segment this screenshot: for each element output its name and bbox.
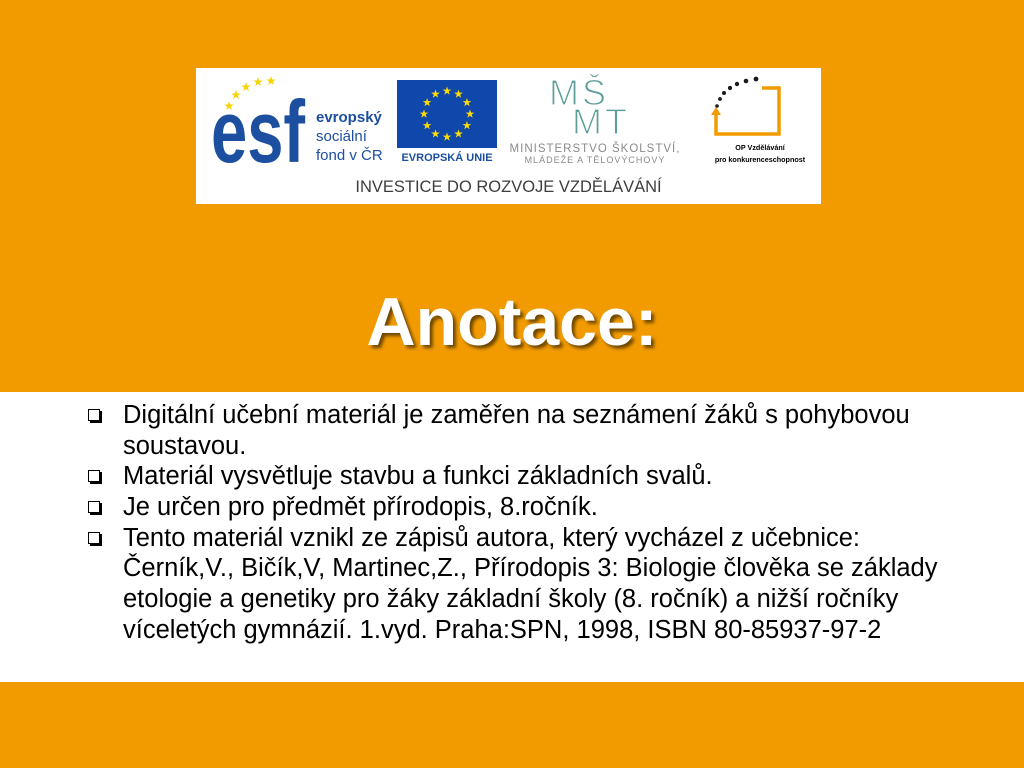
checkbox-square-icon xyxy=(88,409,100,421)
msmt-mark-bottom: MT xyxy=(572,101,630,142)
op-dot xyxy=(722,91,726,95)
list-item-line: Černík,V., Bičík,V, Martinec,Z., Přírodopis 3: Biologie člověka se základy xyxy=(123,554,938,583)
op-line-1: OP Vzdělávání xyxy=(735,143,785,152)
esf-logo-mark: esf xyxy=(211,83,306,182)
esf-line-3: fond v ČR xyxy=(316,147,383,164)
op-dot xyxy=(728,86,732,90)
logo-banner xyxy=(196,68,821,204)
eu-logo xyxy=(397,80,497,164)
list-item-line: etologie a genetiky pro žáky základní školy (8. ročník) a nižší ročníky xyxy=(123,585,899,614)
op-line-2: pro konkurenceschopnost xyxy=(714,155,806,164)
list-item-line: Digitální učební materiál je zaměřen na seznámení žáků s pohybovou xyxy=(123,401,910,429)
list-item xyxy=(0,400,1024,461)
checkbox-square-icon xyxy=(88,501,100,513)
esf-line-2: sociální xyxy=(316,128,367,145)
banner-tagline: INVESTICE DO ROZVOJE VZDĚLÁVÁNÍ xyxy=(355,178,662,196)
list-item-line: víceletých gymnázií. 1.vyd. Praha:SPN, 1998, ISBN 80-85937-97-2 xyxy=(123,615,882,644)
logo-banner-graphic xyxy=(196,68,821,204)
op-dot xyxy=(744,79,749,84)
list-item xyxy=(0,461,1024,492)
op-arrow-icon xyxy=(711,107,721,115)
op-dot xyxy=(735,82,739,86)
list-item xyxy=(0,523,1024,646)
list-item-line: Tento materiál vznikl ze zápisů autora, který vycházel z učebnice: xyxy=(123,523,861,552)
msmt-logo xyxy=(510,72,681,165)
annotation-list xyxy=(0,400,1024,646)
esf-line-1: evropský xyxy=(316,109,382,126)
checkbox-square-icon xyxy=(88,532,100,544)
msmt-line-1: MINISTERSTVO ŠKOLSTVÍ, xyxy=(509,143,681,155)
esf-logo xyxy=(211,76,383,181)
op-dot xyxy=(718,97,722,101)
op-frame xyxy=(716,88,779,134)
op-dot xyxy=(715,104,719,108)
list-item xyxy=(0,492,1024,523)
slide-title: Anotace: xyxy=(366,284,658,360)
list-item-line: Je určen pro předmět přírodopis, 8.ročník. xyxy=(123,493,598,522)
eu-label: EVROPSKÁ UNIE xyxy=(401,152,493,164)
checkbox-square-icon xyxy=(88,470,100,482)
op-dot xyxy=(754,77,759,82)
msmt-mark-top: MŠ xyxy=(549,72,609,113)
list-item-line: Materiál vysvětluje stavbu a funkci základních svalů. xyxy=(123,462,713,491)
op-logo xyxy=(711,77,806,164)
op-dots xyxy=(715,77,758,108)
list-item-line: soustavou. xyxy=(123,431,247,460)
msmt-line-2: MLÁDEŽE A TĚLOVÝCHOVY xyxy=(524,155,666,165)
